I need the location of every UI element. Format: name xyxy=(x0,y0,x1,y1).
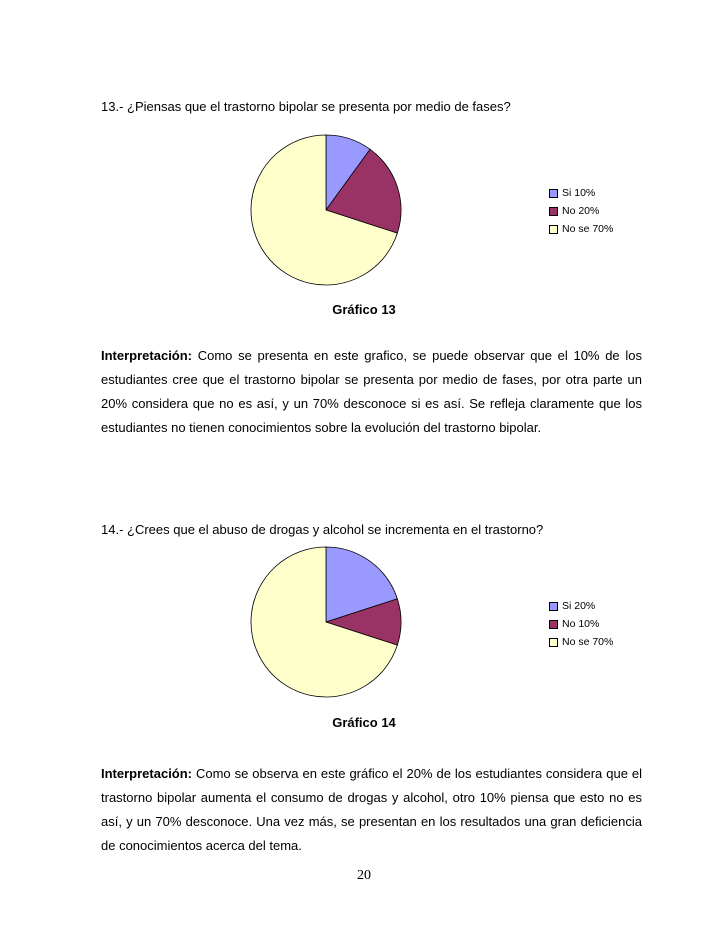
interpretation-13 xyxy=(101,344,642,440)
legend-swatch xyxy=(549,602,558,611)
pie-chart-13 xyxy=(230,134,430,294)
page-number: 20 xyxy=(357,868,371,883)
interpretation-text: Como se observa en este gráfico el 20% de los estudiantes considera que el trastorno bipolar aumenta el consumo de drogas y alcohol, otro 10% piensa que esto no es así, y un 70% desconoce. Una vez más, se presentan en los resultados una gran deficiencia de conocimientos acerca del tema. xyxy=(101,766,642,853)
interpretation-label: Interpretación: xyxy=(101,348,193,363)
legend-label: No se 70% xyxy=(562,223,614,235)
legend-label: Si 10% xyxy=(562,187,596,199)
interpretation-label: Interpretación: xyxy=(101,766,193,781)
chart-caption-13: Gráfico 13 xyxy=(332,302,396,317)
legend-swatch xyxy=(549,638,558,647)
legend-swatch xyxy=(549,225,558,234)
legend-label: No 20% xyxy=(562,205,600,217)
legend-swatch xyxy=(549,207,558,216)
legend-label: Si 20% xyxy=(562,600,596,612)
interpretation-text: Como se presenta en este grafico, se puede observar que el 10% de los estudiantes cree que el trastorno bipolar se presenta por medio de fases, por otra parte un 20% considera que no es así, y un 70% desconoce si es así. Se refleja claramente que los estudiantes no tienen conocimientos sobre la evolución del trastorno bipolar. xyxy=(101,348,642,435)
pie-chart-14 xyxy=(230,546,430,706)
question-13: 13.- ¿Piensas que el trastorno bipolar se presenta por medio de fases? xyxy=(101,99,511,114)
legend-label: No se 70% xyxy=(562,636,614,648)
legend-swatch xyxy=(549,189,558,198)
interpretation-14 xyxy=(101,762,642,858)
chart-caption-14: Gráfico 14 xyxy=(332,715,396,730)
legend-label: No 10% xyxy=(562,618,600,630)
legend-swatch xyxy=(549,620,558,629)
question-14: 14.- ¿Crees que el abuso de drogas y alcohol se incrementa en el trastorno? xyxy=(101,522,544,537)
